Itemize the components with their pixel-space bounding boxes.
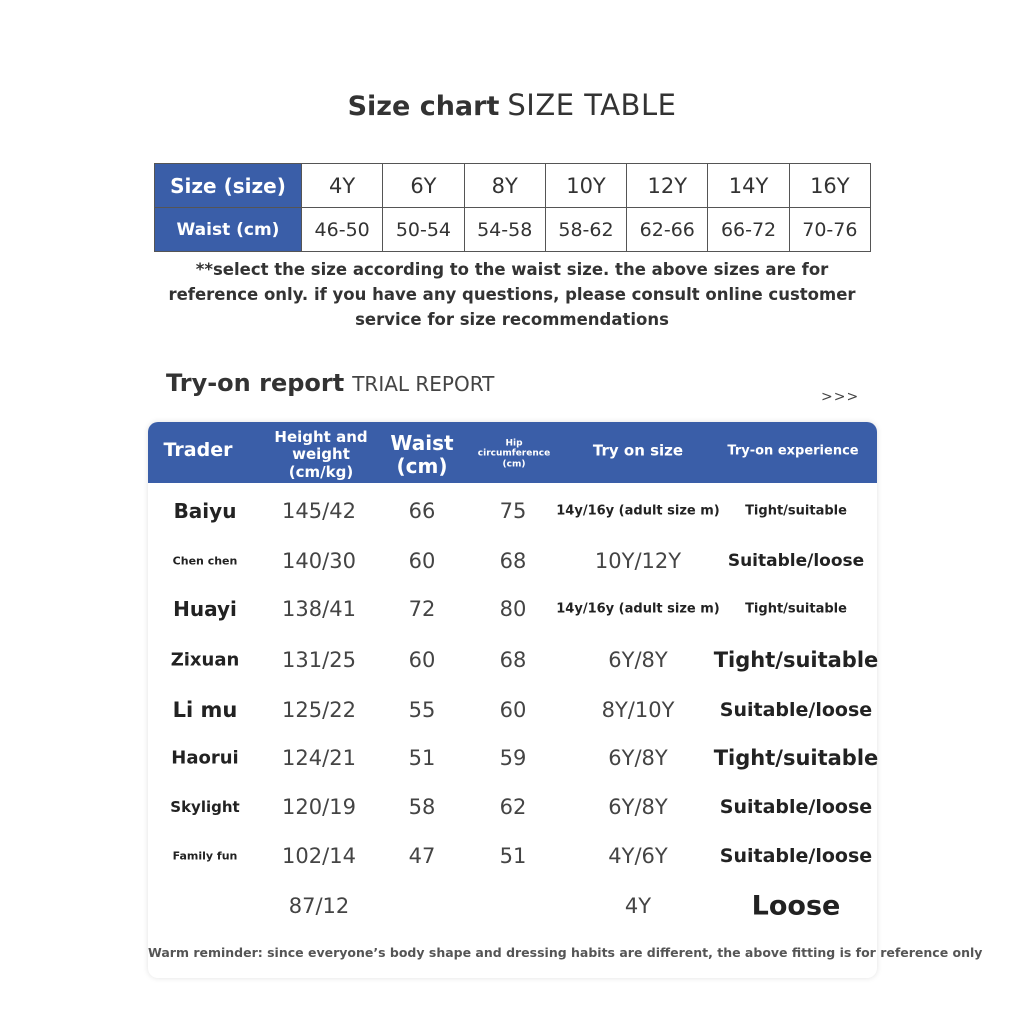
size-row-header: Size (size): [155, 164, 302, 208]
waist-value: 72: [408, 597, 436, 621]
waist-value: 60: [408, 648, 436, 672]
experience-value: Suitable/loose: [719, 796, 873, 818]
waist-cell: 70-76: [789, 208, 870, 252]
waist-value: 55: [408, 698, 436, 722]
header-waist: Waist (cm): [390, 431, 454, 478]
trader-name: Skylight: [170, 798, 240, 816]
height-weight-value: 131/25: [282, 648, 356, 672]
waist-row: [155, 208, 871, 252]
size-cell: 8Y: [464, 164, 545, 208]
waist-cell: 54-58: [464, 208, 545, 252]
height-weight-value: 140/30: [282, 549, 356, 573]
hip-value: 60: [499, 698, 527, 722]
waist-value: 47: [408, 844, 436, 868]
header-trader: Trader: [163, 439, 233, 462]
try-on-size-value: 14y/16y (adult size m): [556, 503, 720, 519]
experience-value: Tight/suitable: [745, 503, 847, 519]
size-cell: 10Y: [545, 164, 626, 208]
hip-value: 80: [499, 597, 527, 621]
experience-value: Tight/suitable: [713, 746, 879, 770]
header-height-weight: Height and weight (cm/kg): [274, 428, 368, 481]
size-chart-title: [0, 88, 1024, 122]
experience-value: Suitable/loose: [719, 845, 873, 867]
waist-cell: 66-72: [708, 208, 789, 252]
height-weight-value: 87/12: [288, 894, 350, 918]
trader-name: Haorui: [171, 747, 239, 769]
hip-value: 68: [499, 549, 527, 573]
trader-name: Huayi: [173, 597, 237, 621]
try-on-size-value: 6Y/8Y: [608, 746, 668, 770]
experience-value: Loose: [751, 890, 841, 922]
try-on-size-value: 4Y/6Y: [608, 844, 668, 868]
waist-value: 58: [408, 795, 436, 819]
size-table: [154, 163, 871, 252]
experience-value: Tight/suitable: [745, 601, 847, 617]
header-try-on-size: Try on size: [592, 441, 684, 460]
hip-value: 51: [499, 844, 527, 868]
height-weight-value: 145/42: [282, 499, 356, 523]
hip-value: 59: [499, 746, 527, 770]
try-on-title-bold: Try-on report: [166, 369, 345, 397]
size-cell: 14Y: [708, 164, 789, 208]
waist-cell: 58-62: [545, 208, 626, 252]
trader-name: Li mu: [172, 698, 238, 722]
try-on-title: [166, 369, 494, 397]
height-weight-value: 125/22: [282, 698, 356, 722]
size-chart-title-light: SIZE TABLE: [507, 88, 677, 122]
height-weight-value: 138/41: [282, 597, 356, 621]
size-row: [155, 164, 871, 208]
waist-cell: 46-50: [302, 208, 383, 252]
header-experience: Try-on experience: [727, 443, 859, 459]
hip-value: 75: [499, 499, 527, 523]
waist-cell: 62-66: [627, 208, 708, 252]
try-on-size-value: 4Y: [624, 894, 652, 918]
experience-value: Tight/suitable: [713, 648, 879, 672]
size-cell: 4Y: [302, 164, 383, 208]
height-weight-value: 102/14: [282, 844, 356, 868]
size-cell: 12Y: [627, 164, 708, 208]
size-cell: 6Y: [383, 164, 464, 208]
height-weight-value: 124/21: [282, 746, 356, 770]
height-weight-value: 120/19: [282, 795, 356, 819]
waist-row-header: Waist (cm): [155, 208, 302, 252]
try-on-title-light: TRIAL REPORT: [352, 372, 495, 396]
try-on-size-value: 6Y/8Y: [608, 795, 668, 819]
try-on-size-value: 10Y/12Y: [594, 549, 682, 573]
experience-value: Suitable/loose: [719, 699, 873, 721]
warm-reminder: Warm reminder: since everyone’s body shape and dressing habits are different, the above fitting is for reference only: [148, 945, 983, 960]
trader-name: Chen chen: [172, 554, 238, 568]
size-note: **select the size according to the waist size. the above sizes are for reference only. if you have any questions, please consult online customer service for size recommendations: [168, 260, 856, 329]
hip-value: 68: [499, 648, 527, 672]
more-arrows: >>>: [821, 389, 860, 405]
waist-value: 60: [408, 549, 436, 573]
waist-value: 66: [408, 499, 436, 523]
waist-value: 51: [408, 746, 436, 770]
hip-value: 62: [499, 795, 527, 819]
trader-name: Baiyu: [173, 499, 237, 523]
header-hip: Hip circumference (cm): [477, 438, 551, 470]
try-on-size-value: 8Y/10Y: [601, 698, 675, 722]
waist-cell: 50-54: [383, 208, 464, 252]
try-on-size-value: 6Y/8Y: [608, 648, 668, 672]
trader-name: Family fun: [172, 849, 238, 863]
size-cell: 16Y: [789, 164, 870, 208]
try-on-size-value: 14y/16y (adult size m): [556, 601, 720, 617]
size-chart-title-bold: Size chart: [347, 91, 500, 122]
trader-name: Zixuan: [170, 649, 240, 671]
experience-value: Suitable/loose: [727, 551, 865, 571]
